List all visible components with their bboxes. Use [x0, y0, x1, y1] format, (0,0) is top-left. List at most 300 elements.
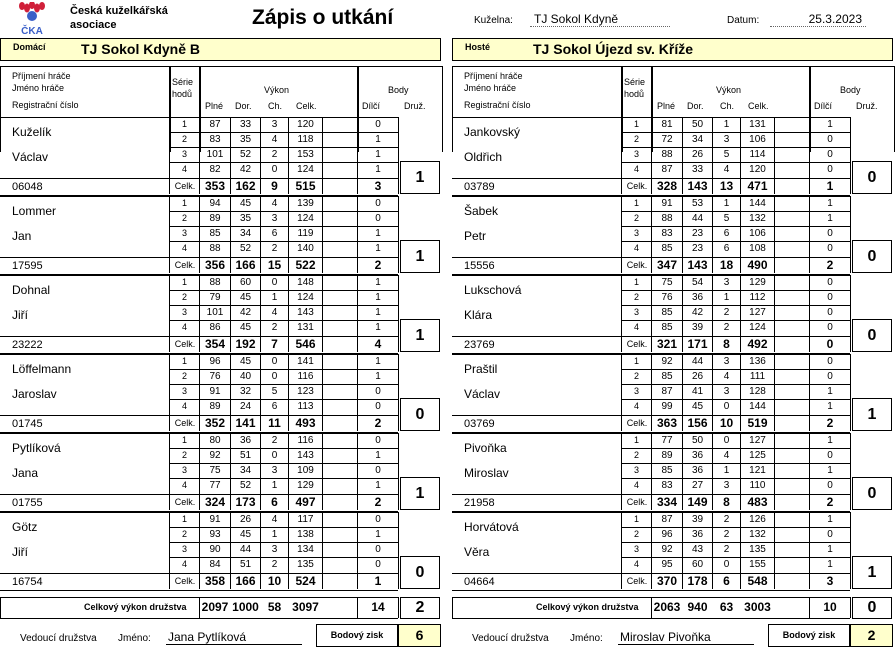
series-cell: 101 — [206, 307, 224, 318]
grid-line — [0, 494, 169, 495]
player-surname: Šabek — [464, 204, 499, 218]
series-cell: 44 — [691, 356, 704, 367]
player-sum-cell: 192 — [235, 337, 256, 351]
grid-line — [774, 275, 775, 352]
series-cell: 0 — [375, 465, 381, 476]
series-cell: 85 — [661, 307, 673, 318]
header-dor: Dor. — [235, 101, 252, 111]
series-cell: 136 — [749, 356, 766, 367]
player-reg-number: 23222 — [12, 339, 43, 351]
player-sum-cell: 171 — [687, 337, 708, 351]
player-surname: Kuželík — [12, 125, 52, 139]
team-total-cell: 2097 — [201, 600, 229, 614]
header-dor: Dor. — [687, 101, 704, 111]
series-cell: 4 — [271, 134, 278, 145]
series-cell: 127 — [749, 435, 766, 446]
series-cell: 96 — [209, 356, 221, 367]
player-reg-number: 01755 — [12, 497, 43, 509]
team-leader-row — [0, 624, 441, 648]
player-reg-number: 17595 — [12, 260, 43, 272]
series-cell: 0 — [827, 322, 833, 333]
series-cell: 27 — [691, 480, 704, 491]
player-surname: Horvátová — [464, 520, 519, 534]
series-cell: 0 — [375, 401, 381, 412]
player-sum-cell: 166 — [235, 574, 256, 588]
player-sum-cell: 370 — [656, 574, 678, 588]
series-cell: 95 — [661, 559, 673, 570]
player-sum-cell: 546 — [295, 337, 316, 351]
series-cell: 87 — [661, 514, 673, 525]
series-cell: 3 — [633, 544, 639, 554]
sum-label: Celk. — [174, 339, 196, 349]
series-cell: 153 — [297, 149, 314, 160]
player-sum-cell: 2 — [374, 258, 382, 272]
sum-label: Celk. — [174, 260, 196, 270]
series-cell: 0 — [375, 198, 381, 209]
series-cell: 1 — [827, 213, 833, 224]
player-sum-cell: 4 — [374, 337, 382, 351]
series-cell: 125 — [749, 450, 766, 461]
series-cell: 0 — [271, 450, 278, 461]
player-sum-cell: 18 — [719, 258, 734, 272]
grid-line — [850, 275, 851, 352]
series-cell: 94 — [209, 198, 221, 209]
player-reg-number: 01745 — [12, 418, 43, 430]
team-total-label: Celkový výkon družstva — [84, 602, 187, 612]
header-serie-2: hodů — [172, 89, 193, 99]
player-firstname: Jaroslav — [12, 387, 57, 401]
series-cell: 4 — [633, 322, 639, 332]
series-cell: 76 — [661, 292, 673, 303]
player-row — [452, 433, 893, 512]
player-surname: Pivoňka — [464, 441, 507, 455]
player-firstname: Jiří — [12, 545, 28, 559]
series-cell: 1 — [723, 292, 730, 303]
grid-line — [398, 354, 399, 431]
series-cell: 0 — [827, 134, 833, 145]
player-firstname: Jana — [12, 466, 39, 480]
series-cell: 0 — [723, 559, 730, 570]
player-sum-cell: 363 — [656, 416, 678, 430]
team-total-cell: 2063 — [653, 600, 681, 614]
player-surname: Lommer — [12, 204, 57, 218]
series-cell: 1 — [375, 134, 381, 145]
series-cell: 118 — [297, 134, 314, 145]
grid-line — [322, 354, 323, 431]
series-cell: 0 — [827, 243, 833, 254]
player-reg-number: 23769 — [464, 339, 495, 351]
player-sum-cell: 321 — [656, 337, 678, 351]
team-total-cell: 3003 — [744, 600, 771, 614]
grid-line — [452, 257, 621, 258]
series-cell: 1 — [633, 277, 639, 287]
grid-line — [398, 433, 399, 510]
series-cell: 0 — [375, 213, 381, 224]
series-cell: 99 — [661, 401, 673, 412]
series-cell: 0 — [375, 386, 381, 397]
player-surname: Praštil — [464, 362, 498, 376]
series-cell: 1 — [827, 544, 833, 555]
player-sum-cell: 548 — [747, 574, 768, 588]
header-body: Body — [840, 85, 861, 95]
series-cell: 80 — [209, 435, 221, 446]
series-cell: 2 — [181, 529, 187, 539]
series-cell: 85 — [661, 243, 673, 254]
sum-label: Celk. — [626, 418, 648, 428]
series-cell: 88 — [209, 277, 221, 288]
series-cell: 3 — [723, 277, 730, 288]
series-cell: 89 — [209, 401, 221, 412]
grid-line — [398, 117, 399, 194]
grid-line — [322, 275, 323, 352]
player-sum-cell: 9 — [271, 179, 278, 193]
grid-line — [398, 597, 399, 618]
sum-label: Celk. — [626, 576, 648, 586]
series-cell: 124 — [297, 213, 314, 224]
series-cell: 2 — [181, 292, 187, 302]
date-label: Datum: — [727, 15, 760, 26]
series-cell: 3 — [271, 213, 278, 224]
series-cell: 132 — [749, 529, 766, 540]
team-total-row — [0, 597, 441, 619]
series-cell: 0 — [723, 401, 730, 412]
series-cell: 86 — [209, 322, 221, 333]
grid-line — [322, 512, 323, 589]
series-cell: 128 — [749, 386, 766, 397]
series-cell: 1 — [271, 529, 278, 540]
series-cell: 44 — [239, 544, 252, 555]
series-cell: 0 — [827, 277, 833, 288]
series-cell: 129 — [297, 480, 314, 491]
series-cell: 155 — [749, 559, 766, 570]
series-cell: 2 — [271, 322, 278, 333]
series-cell: 1 — [181, 277, 187, 287]
player-sum-cell: 6 — [271, 495, 278, 509]
grid-line — [0, 257, 169, 258]
series-cell: 138 — [297, 529, 314, 540]
player-firstname: Věra — [464, 545, 490, 559]
series-cell: 4 — [181, 401, 187, 411]
series-cell: 24 — [239, 401, 252, 412]
series-cell: 4 — [181, 559, 187, 569]
series-cell: 1 — [375, 307, 381, 318]
team-point-box: 0 — [400, 398, 440, 431]
series-cell: 43 — [691, 544, 704, 555]
series-cell: 3 — [271, 544, 278, 555]
grid-line — [0, 178, 169, 179]
series-cell: 117 — [297, 514, 314, 525]
series-cell: 141 — [297, 356, 314, 367]
series-cell: 96 — [661, 529, 673, 540]
player-surname: Pytlíková — [12, 441, 61, 455]
series-cell: 2 — [633, 292, 639, 302]
grid-line — [452, 494, 621, 495]
team-point-box: 0 — [852, 319, 892, 352]
series-cell: 23 — [691, 243, 704, 254]
series-cell: 132 — [749, 213, 766, 224]
bodovy-zisk-label: Bodový zisk — [768, 624, 850, 647]
player-sum-cell: 358 — [204, 574, 226, 588]
series-cell: 111 — [749, 371, 766, 382]
series-cell: 0 — [827, 480, 833, 491]
series-cell: 4 — [271, 198, 278, 209]
series-cell: 23 — [691, 228, 704, 239]
series-cell: 0 — [271, 277, 278, 288]
series-cell: 1 — [723, 465, 730, 476]
series-cell: 41 — [691, 386, 704, 397]
series-cell: 0 — [827, 228, 833, 239]
series-cell: 129 — [749, 277, 766, 288]
team-role-label: Hosté — [465, 42, 491, 52]
player-sum-cell: 2 — [374, 416, 382, 430]
series-cell: 75 — [209, 465, 221, 476]
team-name: TJ Sokol Újezd sv. Kříže — [533, 41, 694, 57]
series-cell: 0 — [827, 371, 833, 382]
player-reg-number: 04664 — [464, 576, 495, 588]
series-cell: 53 — [691, 198, 704, 209]
player-row — [0, 117, 441, 196]
player-reg-number: 21958 — [464, 497, 495, 509]
series-cell: 85 — [661, 465, 673, 476]
series-cell: 44 — [691, 213, 704, 224]
series-cell: 75 — [661, 277, 673, 288]
team-point-box: 0 — [852, 477, 892, 510]
player-reg-number: 15556 — [464, 260, 495, 272]
grid-line — [0, 336, 169, 337]
series-cell: 116 — [297, 435, 314, 446]
date-field[interactable]: 25.3.2023 — [770, 12, 866, 27]
series-cell: 3 — [723, 480, 730, 491]
team-point-box: 0 — [852, 161, 892, 194]
series-cell: 1 — [375, 228, 381, 239]
series-cell: 126 — [749, 514, 766, 525]
team-role-label: Domácí — [13, 42, 46, 52]
header-druz: Druž. — [856, 101, 878, 111]
series-cell: 4 — [633, 480, 639, 490]
series-cell: 4 — [723, 450, 730, 461]
player-reg-number: 03789 — [464, 181, 495, 193]
series-cell: 34 — [239, 228, 252, 239]
series-cell: 124 — [297, 164, 314, 175]
team-total-cell: 14 — [371, 600, 385, 614]
series-cell: 1 — [633, 119, 639, 129]
series-cell: 1 — [827, 119, 833, 130]
series-cell: 3 — [633, 228, 639, 238]
header-ch: Ch. — [268, 101, 283, 111]
series-cell: 135 — [297, 559, 314, 570]
player-sum-cell: 166 — [235, 258, 256, 272]
series-cell: 2 — [723, 307, 730, 318]
series-cell: 42 — [239, 164, 252, 175]
series-cell: 1 — [827, 401, 833, 412]
series-cell: 45 — [239, 198, 252, 209]
player-sum-cell: 328 — [656, 179, 678, 193]
series-cell: 4 — [633, 243, 639, 253]
series-cell: 2 — [181, 213, 187, 223]
grid-line — [452, 597, 453, 618]
leader-name-label: Jméno: — [570, 633, 603, 644]
player-surname: Götz — [12, 520, 38, 534]
series-cell: 91 — [661, 198, 673, 209]
series-cell: 0 — [271, 356, 278, 367]
series-cell: 88 — [661, 213, 673, 224]
series-cell: 4 — [723, 371, 730, 382]
series-cell: 1 — [633, 198, 639, 208]
team-point-box: 1 — [400, 477, 440, 510]
player-reg-number: 16754 — [12, 576, 43, 588]
series-cell: 0 — [723, 435, 730, 446]
player-firstname: Jiří — [12, 308, 28, 322]
series-cell: 3 — [633, 386, 639, 396]
player-sum-cell: 324 — [204, 495, 226, 509]
series-cell: 3 — [181, 386, 187, 396]
sheet-header — [0, 0, 895, 38]
header-vykon: Výkon — [716, 85, 742, 95]
series-cell: 1 — [375, 292, 381, 303]
series-cell: 1 — [271, 292, 278, 303]
venue-field[interactable]: TJ Sokol Kdyně — [530, 12, 670, 27]
series-cell: 120 — [297, 119, 314, 130]
player-sum-cell: 515 — [295, 179, 316, 193]
series-cell: 1 — [375, 450, 381, 461]
player-surname: Löffelmann — [12, 362, 72, 376]
sum-label: Celk. — [626, 181, 648, 191]
player-sum-cell: 156 — [687, 416, 708, 430]
series-cell: 1 — [633, 356, 639, 366]
series-cell: 36 — [691, 450, 704, 461]
sum-label: Celk. — [626, 497, 648, 507]
player-sum-cell: 1 — [826, 179, 834, 193]
player-sum-cell: 1 — [374, 574, 382, 588]
series-cell: 51 — [239, 559, 252, 570]
player-sum-cell: 143 — [687, 179, 708, 193]
player-sum-cell: 6 — [723, 574, 730, 588]
series-cell: 2 — [271, 559, 278, 570]
team-total-cell: 3097 — [292, 600, 319, 614]
bodovy-zisk-label: Bodový zisk — [316, 624, 398, 647]
series-cell: 1 — [827, 559, 833, 570]
series-cell: 1 — [271, 480, 278, 491]
sum-label: Celk. — [174, 576, 196, 586]
series-cell: 2 — [633, 134, 639, 144]
team-point-box: 1 — [400, 319, 440, 352]
player-sum-cell: 173 — [235, 495, 256, 509]
player-sum-cell: 519 — [747, 416, 768, 430]
header-celk: Celk. — [296, 101, 317, 111]
series-cell: 4 — [723, 164, 730, 175]
grid-line — [452, 415, 621, 416]
series-cell: 2 — [633, 529, 639, 539]
team-total-cell: 1000 — [232, 600, 259, 614]
player-surname: Jankovský — [464, 125, 521, 139]
header-surname: Příjmení hráče — [12, 71, 71, 81]
grid-line — [850, 512, 851, 589]
series-cell: 4 — [181, 480, 187, 490]
series-cell: 88 — [661, 149, 673, 160]
series-cell: 123 — [297, 386, 314, 397]
series-cell: 2 — [723, 514, 730, 525]
header-surname: Příjmení hráče — [464, 71, 523, 81]
series-cell: 1 — [633, 514, 639, 524]
grid-line — [774, 354, 775, 431]
series-cell: 108 — [749, 243, 766, 254]
grid-line — [774, 117, 775, 194]
series-cell: 91 — [209, 514, 221, 525]
series-cell: 3 — [181, 544, 187, 554]
series-cell: 140 — [297, 243, 314, 254]
team-leader-row — [452, 624, 893, 648]
player-reg-number: 06048 — [12, 181, 43, 193]
series-cell: 83 — [661, 228, 673, 239]
grid-line — [452, 618, 850, 619]
series-cell: 4 — [181, 243, 187, 253]
grid-line — [850, 117, 851, 194]
player-sum-cell: 3 — [374, 179, 382, 193]
player-sum-cell: 354 — [204, 337, 226, 351]
series-cell: 0 — [375, 435, 381, 446]
header-druz: Druž. — [404, 101, 426, 111]
series-cell: 5 — [723, 213, 730, 224]
leader-name-field[interactable]: Jana Pytlíková — [166, 630, 302, 645]
series-cell: 1 — [375, 480, 381, 491]
player-firstname: Václav — [12, 150, 49, 164]
series-cell: 2 — [271, 149, 278, 160]
sum-label: Celk. — [174, 497, 196, 507]
series-cell: 124 — [749, 322, 766, 333]
header-serie-2: hodů — [624, 89, 645, 99]
player-sum-cell: 483 — [747, 495, 768, 509]
series-cell: 6 — [723, 243, 730, 254]
series-cell: 45 — [239, 292, 252, 303]
player-sum-cell: 522 — [295, 258, 316, 272]
grid-line — [0, 618, 398, 619]
series-cell: 143 — [297, 307, 314, 318]
player-firstname: Václav — [464, 387, 501, 401]
series-cell: 2 — [271, 243, 278, 254]
series-cell: 85 — [209, 228, 221, 239]
grid-line — [850, 354, 851, 431]
series-cell: 0 — [827, 529, 833, 540]
player-sum-cell: 8 — [723, 495, 730, 509]
series-cell: 0 — [827, 292, 833, 303]
grid-line — [322, 433, 323, 510]
player-row — [452, 354, 893, 433]
series-cell: 1 — [827, 465, 833, 476]
player-sum-cell: 471 — [747, 179, 768, 193]
series-cell: 83 — [661, 480, 673, 491]
header-firstname: Jméno hráče — [464, 83, 517, 93]
series-cell: 3 — [633, 307, 639, 317]
series-cell: 3 — [633, 149, 639, 159]
player-sum-cell: 10 — [267, 574, 282, 588]
series-cell: 0 — [271, 371, 278, 382]
series-cell: 3 — [723, 386, 730, 397]
leader-name-field[interactable]: Miroslav Pivoňka — [618, 630, 754, 645]
header-serie: Série — [172, 77, 194, 87]
series-cell: 1 — [375, 243, 381, 254]
series-cell: 42 — [239, 307, 252, 318]
player-sum-cell: 178 — [687, 574, 708, 588]
series-cell: 148 — [297, 277, 314, 288]
series-cell: 76 — [209, 371, 221, 382]
series-cell: 139 — [297, 198, 314, 209]
series-cell: 113 — [297, 401, 314, 412]
series-cell: 72 — [661, 134, 673, 145]
series-cell: 3 — [271, 119, 278, 130]
player-sum-cell: 143 — [687, 258, 708, 272]
series-cell: 52 — [239, 243, 252, 254]
team-point-box: 0 — [852, 240, 892, 273]
